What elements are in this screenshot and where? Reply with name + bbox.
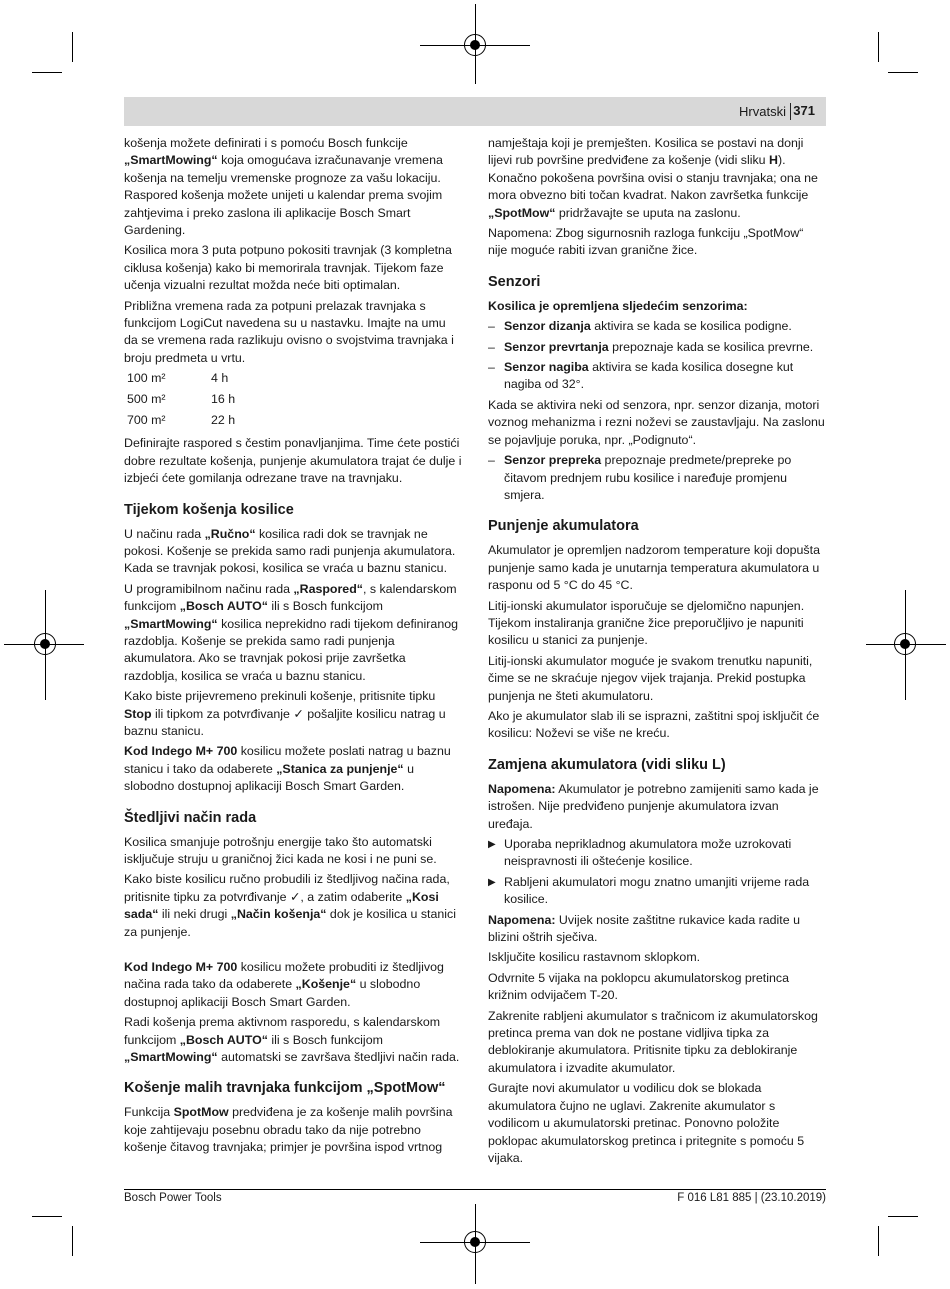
crop-mark xyxy=(878,32,879,62)
paragraph: Gurajte novi akumulator u vodilicu dok se blokada akumulatora čujno ne uglavi. Zakrenite akumulator s vodilicom u akumulatorski pretinac. Ponovno položite poklopac akumulatorskog pretinca i pritegnite s pomoću 5 vijaka. xyxy=(488,1081,805,1165)
right-column xyxy=(488,135,826,1170)
paragraph: Ako je akumulator slab ili se isprazni, zaštitni spoj isključit će kosilicu: Noževi se više ne kreću. xyxy=(488,708,820,741)
crop-mark xyxy=(878,1226,879,1256)
paragraph: Zakrenite rabljeni akumulator s tračnicom iz akumulatorskog pretinca prema van dok ne postane vidljiva tipka za deblokiranje akumulatora. Pritisnite tipku za deblokiranje akumulatora i izvadite akumulator. xyxy=(488,1008,818,1075)
footer-divider xyxy=(124,1189,826,1190)
warning-list xyxy=(488,836,826,909)
paragraph: U načinu rada „Ručno“ kosilica radi dok se travnjak ne pokosi. Košenje se prekida samo radi punjenja akumulatora. Kada se travnjak pokosi, kosilica se vraća u baznu stanicu. xyxy=(124,526,456,576)
paragraph: Litij-ionski akumulator moguće je svakom trenutku napuniti, čime se ne skraćuje njegov vijek trajanja. Prekid postupka punjenja ne šteti akumulatoru. xyxy=(488,653,813,703)
paragraph: Približna vremena rada za potpuni prelazak travnjaka s funkcijom LogiCut navedena su u nastavku. Imajte na umu da se vremena rada razlikuju ovisno o svojstvima travnjaka i broju predmeta u vrtu. xyxy=(124,298,454,365)
page-header xyxy=(124,97,826,126)
paragraph: Kosilica smanjuje potrošnju energije tako što automatski isključuje struju u graničnoj žici kada ne kosi i ne puni se. xyxy=(124,834,437,866)
paragraph: Litij-ionski akumulator isporučuje se djelomično napunjen. Tijekom instaliranja granične žice preporučljivo je napuniti kosilicu u stanici za punjenje. xyxy=(488,598,805,648)
paragraph: košenja možete definirati i s pomoću Bosch funkcije „SmartMowing“ koja omogućava izračunavanje vremena košenja na temelju vremenske prognoze za vašu lokaciju. Raspored košenja možete unijeti u kalendar prema svojim zahtjevima i preko zaslona ili aplikacije Bosch Smart Gardening. xyxy=(124,136,443,238)
list-item: – Senzor prepreka prepoznaje predmete/prepreke po čitavom prednjem rubu kosilice i naređuje promjenu smjera. xyxy=(488,452,826,504)
crop-mark xyxy=(32,72,62,73)
paragraph: Isključite kosilicu rastavnom sklopkom. xyxy=(488,950,701,965)
paragraph: Kako biste prijevremeno prekinuli košenje, pritisnite tipku Stop ili tipkom za potvrđivanje ✓ pošaljite kosilicu natrag u baznu stanicu. xyxy=(124,689,446,738)
header-language: Hrvatski xyxy=(739,104,786,119)
paragraph: Odvrnite 5 vijaka na poklopcu akumulatorskog pretinca križnim odvijačem T-20. xyxy=(488,970,789,1003)
paragraph: Funkcija SpotMow predviđena je za košenje malih površina koje zahtijevaju posebnu obradu tako da nije potrebno košenje čitavog travnjaka; primjer je površina ispod vrtnog xyxy=(124,1105,453,1155)
paragraph: U programibilnom načinu rada „Raspored“, s kalendarskom funkcijom „Bosch AUTO“ ili s Bosch funkcijom „SmartMowing“ kosilica neprekidno radi tijekom definiranog razdoblja. Košenje se prekida samo radi punjenja akumulatora. Ako se travnjak pokosi prije završetka razdoblja, kosilica se vraća u baznu stanicu. xyxy=(124,581,458,683)
list-item: – Senzor nagiba aktivira se kada kosilica dosegne kut nagiba od 32°. xyxy=(488,359,826,394)
crop-mark xyxy=(72,1226,73,1256)
registration-mark xyxy=(464,1231,486,1253)
crop-mark xyxy=(72,32,73,62)
crop-mark xyxy=(888,72,918,73)
list-item: ▶ Rabljeni akumulatori mogu znatno umanjiti vrijeme rada kosilice. xyxy=(488,874,826,909)
paragraph: Kada se aktivira neki od senzora, npr. senzor dizanja, motori voznog mehanizma i rezni noževi se zaustavljaju. Na zaslonu se pojavljuje poruka, npr. „Podignuto“. xyxy=(488,397,825,447)
paragraph: Kod Indego M+ 700 kosilicu možete probuditi iz štedljivog načina rada tako da odaberete „Košenje“ u slobodno dostupnoj aplikaciji Bosch Smart Garden. xyxy=(124,960,444,1009)
sensor-list xyxy=(488,318,826,394)
table-row: 700 m² 22 h xyxy=(127,413,236,428)
section-heading: Tijekom košenja kosilice xyxy=(124,501,294,518)
paragraph: Radi košenja prema aktivnom rasporedu, s kalendarskom funkcijom „Bosch AUTO“ ili s Bosch funkcijom „SmartMowing“ automatski se završava štedljivi način rada. xyxy=(124,1015,460,1065)
paragraph: Kosilica mora 3 puta potpuno pokositi travnjak (3 kompletna ciklusa košenja) kako bi memorirala travnjak. Tijekom faze učenja vizualni rezultat možda neće biti optimalan. xyxy=(124,243,452,293)
footer-document-id: F 016 L81 885 | (23.10.2019) xyxy=(677,1192,826,1204)
paragraph: Kako biste kosilicu ručno probudili iz štedljivog načina rada, pritisnite tipku za potvrđivanje ✓, a zatim odaberite „Kosi sada“ ili neki drugi „Način košenja“ dok je kosilica u stanici za punjenje. xyxy=(124,872,456,939)
crop-mark xyxy=(888,1216,918,1217)
list-item: – Senzor dizanja aktivira se kada se kosilica podigne. xyxy=(488,318,826,335)
registration-mark xyxy=(894,633,916,655)
paragraph: Definirajte raspored s čestim ponavljanjima. Time ćete postići dobre rezultate košenja, punjenje akumulatora trajat će dulje i izbjeći ćete gomilanja odrezane trave na travnjaku. xyxy=(124,436,462,486)
page-number: 371 xyxy=(793,103,815,118)
paragraph: namještaja koji je premješten. Kosilica se postavi na donji lijevi rub površine predviđene za košenje (vidi sliku H). Konačno pokošena površina ovisi o stanju travnjaka; ona ne mora obvezno biti točan kvadrat. Nakon završetka funkcije „SpotMow“ pridržavajte se uputa na zaslonu. xyxy=(488,136,818,220)
table-row: 500 m² 16 h xyxy=(127,392,236,407)
list-item: ▶ Uporaba neprikladnog akumulatora može uzrokovati neispravnosti ili oštećenje kosilice. xyxy=(488,836,826,871)
mowing-time-table xyxy=(127,370,235,433)
table-row: 100 m² 4 h xyxy=(127,371,229,386)
section-heading: Punjenje akumulatora xyxy=(488,518,639,535)
paragraph: Akumulator je opremljen nadzorom temperature koji dopušta punjenje samo kada je unutarnja temperatura akumulatora u rasponu od 5 °C do 45 °C. xyxy=(488,543,820,593)
section-heading: Senzori xyxy=(488,273,541,290)
paragraph: Napomena: Akumulator je potrebno zamijeniti samo kada je istrošen. Nije predviđeno punjenje akumulatora izvan uređaja. xyxy=(488,781,819,831)
registration-mark xyxy=(34,633,56,655)
paragraph: Kod Indego M+ 700 kosilicu možete poslati natrag u baznu stanicu i tako da odaberete „Stanica za punjenje“ u slobodno dostupnoj aplikaciji Bosch Smart Garden. xyxy=(124,744,451,794)
paragraph: Napomena: Uvijek nosite zaštitne rukavice kada radite u blizini oštrih sječiva. xyxy=(488,912,800,945)
footer-publisher: Bosch Power Tools xyxy=(124,1192,222,1204)
paragraph: Kosilica je opremljena sljedećim senzorima: xyxy=(488,298,748,313)
left-column xyxy=(124,135,462,1160)
crop-mark xyxy=(32,1216,62,1217)
sensor-list xyxy=(488,452,826,504)
registration-mark xyxy=(464,34,486,56)
section-heading: Zamjena akumulatora (vidi sliku L) xyxy=(488,756,726,773)
section-heading: Štedljivi način rada xyxy=(124,809,257,826)
header-divider xyxy=(790,103,791,120)
list-item: – Senzor prevrtanja prepoznaje kada se kosilica prevrne. xyxy=(488,339,826,356)
section-heading: Košenje malih travnjaka funkcijom „SpotMow“ xyxy=(124,1080,446,1097)
paragraph: Napomena: Zbog sigurnosnih razloga funkciju „SpotMow“ nije moguće rabiti izvan granične žice. xyxy=(488,226,804,258)
